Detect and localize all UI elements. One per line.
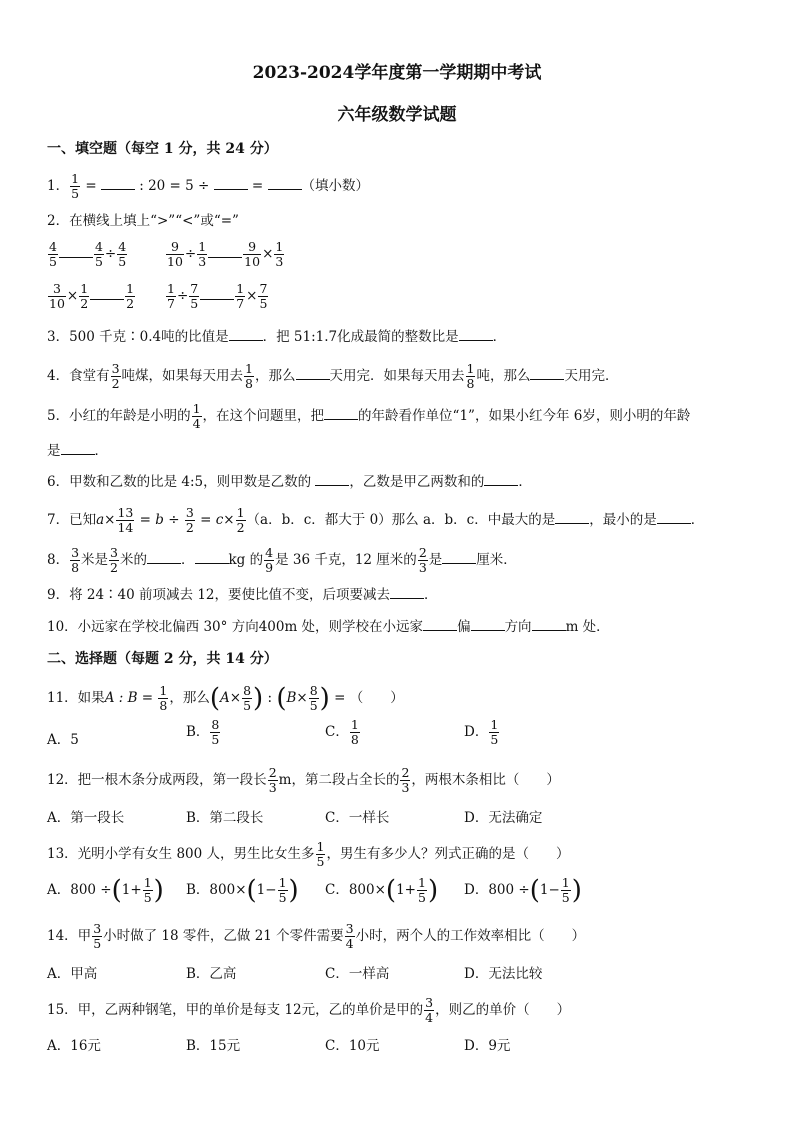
answer-blank[interactable] [471,616,505,631]
answer-blank[interactable] [324,405,358,420]
answer-blank[interactable] [423,616,457,631]
answer-blank[interactable] [459,326,493,341]
question-7: 7．已知a× $\frac{13}{14}$ = b ÷ $\frac{3}{2}$ = c× $\frac{1}{2}$ （a．b．c．都大于 0）那么 a．b．c．中最大的是 ，最小的是 ． [47,505,705,535]
option-b[interactable]: B．乙高 [186,966,237,982]
option-b[interactable]: B．800×(1− $\frac{1}{5}$ ) [186,875,299,906]
question-12: 12．把一根木条分成两段，第一段长 $\frac{2}{3}$ m，第二段占全长的 $\frac{2}{3}$ ，两根木条相比（ ） [47,765,560,795]
question-4: 4．食堂有 $\frac{3}{2}$ 吨煤，如果每天用去 $\frac{1}{8}$ ，那么 天用完．如果每天用去 $\frac{1}{8}$ 吨，那么 天用完． [47,361,619,391]
answer-blank[interactable] [442,549,476,564]
fraction: $\frac{1}{5}$ [71,171,80,201]
option-b[interactable]: B．15元 [186,1038,241,1054]
question-9: 9．将 24∶40 前项减去 12，要使比值不变，后项要减去 ． [47,584,438,605]
question-11: 11．如果A : B = $\frac{1}{8}$ ，那么(A× $\frac{8}{5}$ ) : (B× $\frac{8}{5}$ ) = （ ） [47,683,404,714]
exam-subtitle: 六年级数学试题 [337,105,457,125]
option-d[interactable]: D．无法确定 [464,810,543,826]
answer-blank[interactable] [484,471,518,486]
answer-blank[interactable] [296,365,330,380]
option-c[interactable]: C．一样高 [325,966,390,982]
answer-blank[interactable] [390,584,424,599]
question-13: 13．光明小学有女生 800 人，男生比女生多 $\frac{1}{5}$ ，男生有多少人？列式正确的是（ ） [47,839,570,869]
answer-blank[interactable] [200,285,234,300]
answer-blank[interactable] [315,471,349,486]
question-2: 2．在横线上填上“>”“<”或“=” [47,213,239,229]
question-15: 15．甲，乙两种钢笔，甲的单价是每支 12元，乙的单价是甲的 $\frac{3}{4}$ ，则乙的单价（ ） [47,995,571,1025]
option-c[interactable]: C．一样长 [325,810,390,826]
option-c[interactable]: C．800×(1+ $\frac{1}{5}$ ) [325,875,439,906]
option-a[interactable]: A．甲高 [47,966,98,982]
answer-blank[interactable] [657,509,691,524]
answer-blank[interactable] [59,243,93,258]
question-5: 5．小红的年龄是小明的 $\frac{1}{4}$ ，在这个问题里，把 的年龄看作单位“1”，如果小红今年 6岁，则小明的年龄 [47,401,691,431]
question-2-row-1b: $\frac{9}{10}$ ÷ $\frac{1}{3}$ $\frac{9}{10}$ × $\frac{1}{3}$ [167,239,284,269]
answer-blank[interactable] [90,285,124,300]
option-a[interactable]: A．16元 [47,1038,101,1054]
option-a[interactable]: A．5 [47,732,79,748]
answer-blank[interactable] [268,175,302,190]
option-d[interactable]: D．无法比较 [464,966,543,982]
question-8: 8． $\frac{3}{8}$ 米是 $\frac{3}{2}$ 米的 ． kg 的 $\frac{4}{9}$ 是 36 千克，12 厘米的 $\frac{2}{3}$ 是 厘米． [47,545,517,575]
answer-blank[interactable] [530,365,564,380]
answer-blank[interactable] [555,509,589,524]
section-fill-in: 一、填空题（每空 1 分，共 24 分） [47,141,278,157]
option-c[interactable]: C．10元 [325,1038,380,1054]
answer-blank[interactable] [61,440,95,455]
exam-title: 2023-2024学年度第一学期期中考试 [252,63,542,83]
answer-blank[interactable] [229,326,263,341]
option-b[interactable]: B． $\frac{8}{5}$ [186,717,220,747]
answer-blank[interactable] [101,175,135,190]
question-3: 3．500 千克∶0.4吨的比值是 ．把 51:1.7化成最简的整数比是 ． [47,326,506,347]
question-14: 14．甲 $\frac{3}{5}$ 小时做了 18 零件，乙做 21 个零件需要 $\frac{3}{4}$ 小时，两个人的工作效率相比（ ） [47,921,586,951]
answer-blank[interactable] [195,549,229,564]
question-5-cont: 是 ． [47,440,108,461]
question-2-row-2a: $\frac{3}{10}$ × $\frac{1}{2}$ $\frac{1}{2}$ [49,281,135,311]
option-d[interactable]: D．9元 [464,1038,511,1054]
question-6: 6．甲数和乙数的比是 4:5，则甲数是乙数的 ，乙数是甲乙两数和的 ． [47,471,532,492]
question-10: 10．小远家在学校北偏西 30° 方向400m 处，则学校在小远家 偏 方向 m 处． [47,616,610,637]
answer-blank[interactable] [147,549,181,564]
option-d[interactable]: D．800 ÷(1− $\frac{1}{5}$ ) [464,875,582,906]
option-a[interactable]: A．第一段长 [47,810,125,826]
answer-blank[interactable] [214,175,248,190]
option-a[interactable]: A．800 ÷(1+ $\frac{1}{5}$ ) [47,875,164,906]
option-b[interactable]: B．第二段长 [186,810,264,826]
question-2-row-2b: $\frac{1}{7}$ ÷ $\frac{7}{5}$ $\frac{1}{7}$ × $\frac{7}{5}$ [167,281,268,311]
answer-blank[interactable] [532,616,566,631]
question-1: 1． $\frac{1}{5}$ = : 20 = 5 ÷ = （填小数） [47,171,370,201]
section-multiple-choice: 二、选择题（每题 2 分，共 14 分） [47,651,278,667]
answer-blank[interactable] [208,243,242,258]
question-2-row-1a: $\frac{4}{5}$ $\frac{4}{5}$ ÷ $\frac{4}{5}$ [49,239,127,269]
option-c[interactable]: C． $\frac{1}{8}$ [325,717,359,747]
option-d[interactable]: D． $\frac{1}{5}$ [464,717,499,747]
